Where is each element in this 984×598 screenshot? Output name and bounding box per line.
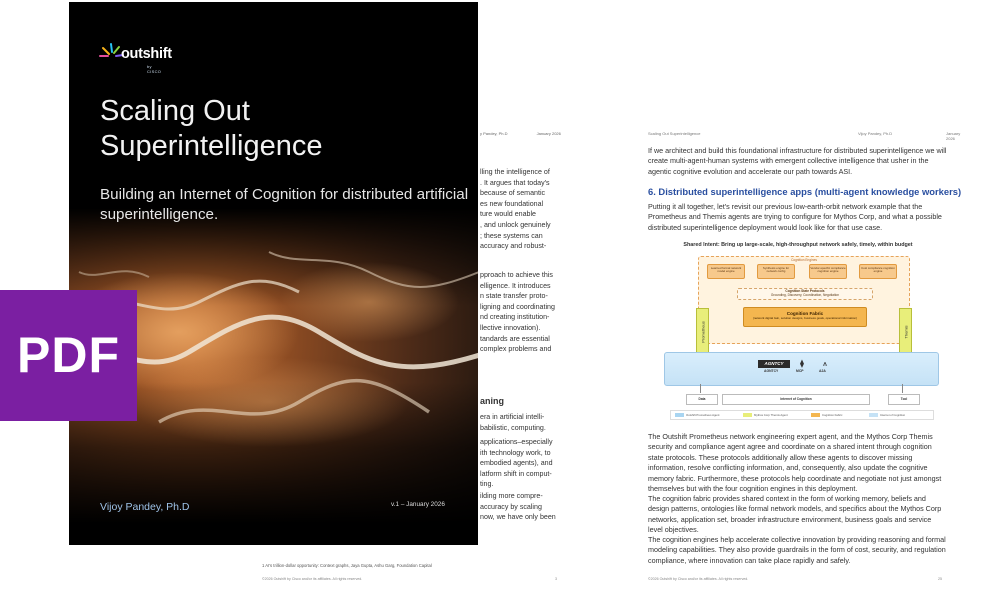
middle-footer: ©2026 Outshift by Cisco and/or its affiliates. All rights reserved. [262, 577, 363, 581]
mcp-icon: ⧫ [800, 359, 804, 368]
cognition-diagram [658, 256, 943, 422]
text-line: ith technology work, to [480, 448, 551, 457]
cover-subtitle: Building an Internet of Cognition for distributed artificial superintelligence. [100, 186, 469, 223]
text-line: ; these systems can [480, 231, 543, 240]
legend-swatch [869, 413, 878, 417]
csp-title: Cognition State Protocols [785, 289, 825, 293]
text-line: latform shift in comput- [480, 469, 552, 478]
arrow [902, 384, 903, 393]
agntcy-logo: AGNTCY [758, 360, 790, 368]
protocol-logos [758, 360, 850, 374]
legend-label: Mythos Corp Themis Agent [754, 413, 788, 417]
internet-of-cognition-box: Internet of Cognition [722, 394, 870, 405]
themis-label: Themis [903, 325, 908, 339]
cognition-fabric-subtitle: (network digital twin, solution designs, business goals, operational information) [752, 316, 858, 320]
paragraph-fabric: The cognition fabric provides shared context in the form of working memory, beliefs and design patterns, ontologies like formal network models, and specifics about the Mythos Corp networks, application set, broader infrastructure environment, business goals and service level objectives. [648, 494, 942, 535]
legend-label: Cognition Fabric [822, 413, 843, 417]
text-line: now, we have only been [480, 513, 556, 522]
text-line: accuracy by scaling [480, 502, 542, 511]
section-paragraph: Putting it all together, let's revisit our previous low-earth-orbit network example that the Prometheus and Themis agents are trying to configure for Mythos Corp, and what a possible distributed superintelligence deployment would look like for that use case. [648, 202, 942, 232]
text-line: because of semantic [480, 189, 546, 198]
right-header-date: January 2026 [946, 131, 961, 141]
text-line: embodied agents), and [480, 459, 553, 468]
cognition-state-protocols [737, 288, 873, 300]
middle-page-number: 3 [555, 577, 557, 581]
cover-author: Vijoy Pandey, Ph.D [100, 501, 190, 513]
tool-box: Tool [888, 394, 920, 405]
text-line: . It argues that today's [480, 178, 550, 187]
middle-header-date: January 2026 [536, 131, 561, 136]
text-line: llective innovation). [480, 323, 541, 332]
text-line: tandards are essential [480, 334, 550, 343]
text-line: complex problems and [480, 345, 552, 354]
legend-swatch [811, 413, 820, 417]
middle-text-block-5 [480, 491, 600, 523]
middle-text-block-1 [480, 167, 600, 252]
legend-label: Outshift Prometheus Agent [686, 413, 720, 417]
text-line: ting. [480, 480, 494, 489]
text-line: elligence. It introduces [480, 281, 551, 290]
engine-box: Synthesis engine for network config [757, 264, 795, 279]
cover-title [100, 94, 460, 164]
cover-title-line: Scaling Out [100, 95, 250, 127]
right-page-number: 25 [938, 577, 942, 581]
text-line: ture would enable [480, 210, 537, 219]
legend-swatch [675, 413, 684, 417]
middle-footnote: 1 AI's trillion-dollar opportunity: Context graphs, Jaya Gupta, Ashu Garg, Foundation Capital [262, 563, 432, 568]
diagram-legend [670, 410, 934, 420]
a2a-icon: ⩚ [822, 359, 828, 368]
right-page [600, 0, 984, 598]
text-line: ligning and coordinating [480, 302, 555, 311]
cognition-engines-label: Cognition Engines [791, 258, 817, 262]
arrow [700, 384, 701, 393]
outshift-logo [99, 42, 172, 74]
paragraph-agents: The Outshift Prometheus network engineering expert agent, and the Mythos Corp Themis security and compliance agent agree and coordinate on a shared intent through cognition state protocols. These protocols additionally allow these agents to discover missing information, resolve conflicting information, and, consequently, also update the cognitive memory fabric. Furthermore, these protocols help coordinate and negotiate not just amongst themselves but with the four cognition engines in this deployment. [648, 432, 942, 494]
cognition-fabric-box [743, 307, 867, 327]
engine-box: Learned formal network model engine [707, 264, 745, 279]
logo-by-cisco: by CISCO [147, 64, 162, 74]
middle-section-heading: aning [480, 396, 504, 406]
logo-word: outshift [121, 46, 172, 62]
section-heading: 6. Distributed superintelligence apps (multi-agent knowledge workers) [648, 186, 962, 197]
prometheus-agent [696, 308, 709, 356]
agntcy-label: AGNTCY [764, 369, 779, 373]
figure-title: Shared Intent: Bring up large-scale, high-throughput network safely, timely, within budget [683, 242, 913, 248]
text-line: , and unlock genuinely [480, 220, 551, 229]
middle-page [470, 0, 600, 598]
middle-text-block-2 [480, 270, 600, 355]
right-footer: ©2026 Outshift by Cisco and/or its affiliates. All rights reserved. [648, 577, 749, 581]
csp-subtitle: Grounding, Discovery, Coordination, Negotiation [770, 293, 840, 298]
right-header-title: Scaling Out Superintelligence [648, 131, 701, 136]
themis-agent [899, 308, 912, 356]
legend-item [675, 412, 719, 418]
pdf-badge: PDF [0, 290, 137, 421]
text-line: accuracy and robust- [480, 242, 547, 251]
middle-text-block-3 [480, 412, 600, 433]
text-line: era in artificial intelli- [480, 413, 545, 421]
text-line: lling the intelligence of [480, 168, 550, 176]
right-header-author: Vijoy Pandey, Ph.D [858, 131, 893, 136]
engine-box: Vendor-specific compliance cognition engine [809, 264, 847, 279]
legend-swatch [743, 413, 752, 417]
mcp-label: MCP [796, 369, 804, 373]
data-box: Data [686, 394, 718, 405]
cognition-fabric-title: Cognition Fabric [786, 311, 824, 316]
legend-item [743, 412, 788, 418]
engine-box: Cost compliance cognition engine [859, 264, 897, 279]
cognition-engines-group [698, 256, 910, 344]
legend-label: Internet of Cognition [880, 413, 906, 417]
text-line: pproach to achieve this [480, 271, 553, 279]
middle-text-block-4 [480, 437, 600, 490]
legend-item [811, 412, 842, 418]
cover-title-line: Superintelligence [100, 130, 323, 162]
text-line: applications–especially [480, 438, 553, 446]
terrain-image [69, 2, 478, 545]
paragraph-engines: The cognition engines help accelerate collective innovation by providing reasoning and formal modeling capabilities. They also provide guardrails in the form of cost, security, and regulation compliance, where innovation can take place rapidly and safely. [648, 535, 946, 565]
cover-version: v.1 – January 2026 [391, 501, 445, 508]
legend-item [869, 412, 905, 418]
text-line: ilding more compre- [480, 492, 543, 500]
text-line: n state transfer proto- [480, 292, 548, 301]
text-line: babilistic, computing. [480, 423, 546, 432]
text-line: es new foundational [480, 199, 544, 208]
prometheus-label: Prometheus [700, 321, 705, 343]
cover-page [69, 2, 478, 545]
middle-header-author: y Pandey, Ph.D [480, 131, 508, 136]
intro-paragraph: If we architect and build this foundational infrastructure for distributed superintelligence we will create multi-agent-human systems with emergent collective intelligence that usher in the agentic cognitive evolution and accelerate our path towards ASI. [648, 146, 947, 176]
a2a-label: A2A [819, 369, 826, 373]
middle-page-header [480, 131, 561, 136]
text-line: nd creating institution- [480, 313, 550, 322]
